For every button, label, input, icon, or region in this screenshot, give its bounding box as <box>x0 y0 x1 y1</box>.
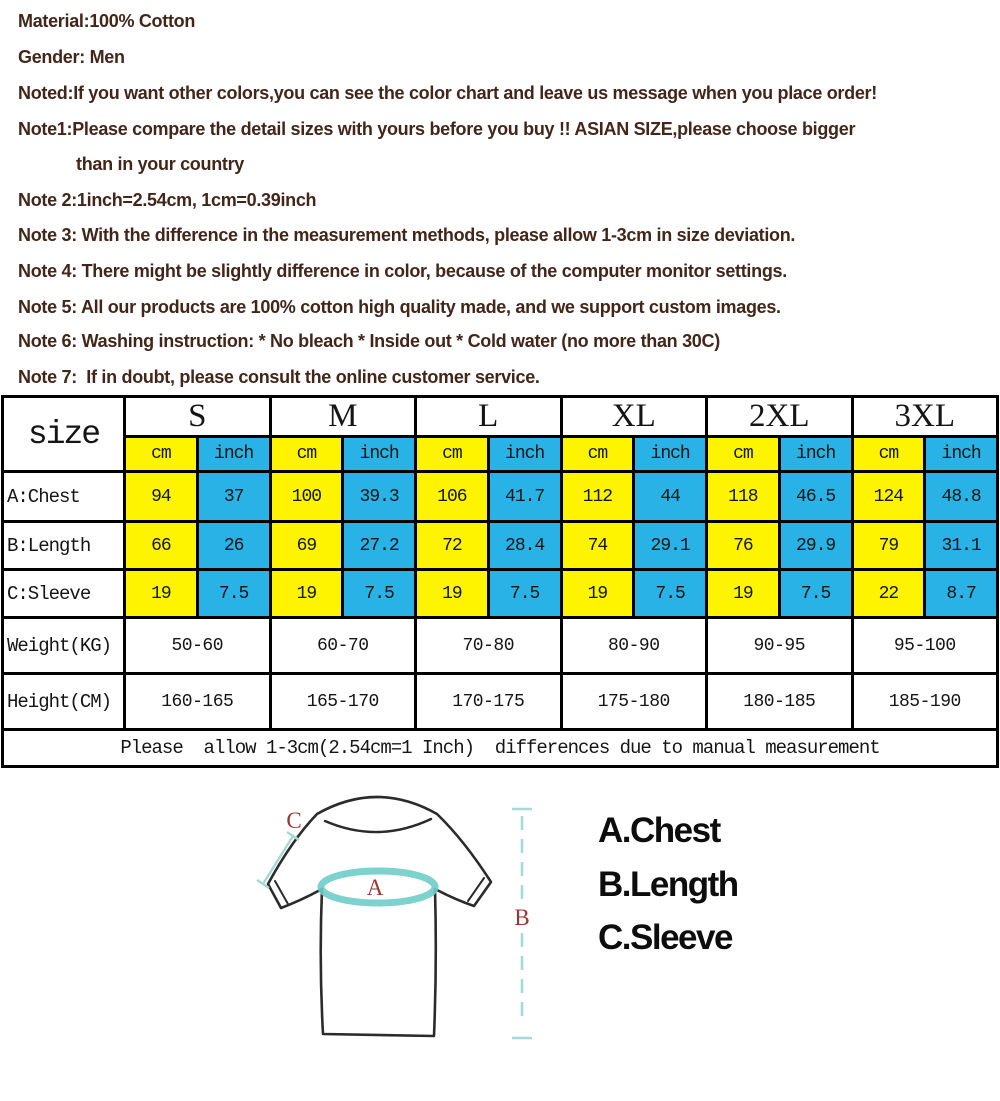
length-value: 27.2 <box>343 522 416 570</box>
size-table <box>1 395 999 768</box>
chest-value: 48.8 <box>925 472 998 522</box>
sleeve-value: 7.5 <box>634 570 707 618</box>
length-value: 26 <box>197 522 270 570</box>
sleeve-value: 19 <box>707 570 780 618</box>
length-value: 28.4 <box>488 522 561 570</box>
unit-header-cm: cm <box>561 437 634 472</box>
legend-item-sleeve: C.Sleeve <box>598 918 732 957</box>
height-value: 170-175 <box>416 674 562 730</box>
length-value: 79 <box>852 522 925 570</box>
unit-header-inch: inch <box>197 437 270 472</box>
length-value: 29.1 <box>634 522 707 570</box>
height-value: 160-165 <box>125 674 271 730</box>
chest-label-a: A <box>366 875 384 900</box>
sleeve-value: 19 <box>270 570 343 618</box>
length-value: 69 <box>270 522 343 570</box>
sleeve-value: 19 <box>125 570 198 618</box>
length-value: 29.9 <box>779 522 852 570</box>
weight-value: 50-60 <box>125 618 271 674</box>
tshirt-diagram <box>230 780 550 1070</box>
unit-header-inch: inch <box>343 437 416 472</box>
height-value: 180-185 <box>707 674 853 730</box>
unit-header-inch: inch <box>779 437 852 472</box>
chest-row <box>3 472 998 522</box>
chest-value: 37 <box>197 472 270 522</box>
sleeve-value: 22 <box>852 570 925 618</box>
chest-value: 46.5 <box>779 472 852 522</box>
size-header-2xl: 2XL <box>707 397 853 437</box>
weight-value: 70-80 <box>416 618 562 674</box>
unit-header-inch: inch <box>634 437 707 472</box>
sleeve-value: 7.5 <box>779 570 852 618</box>
chest-value: 124 <box>852 472 925 522</box>
chest-value: 39.3 <box>343 472 416 522</box>
chest-value: 118 <box>707 472 780 522</box>
unit-header-inch: inch <box>488 437 561 472</box>
size-header-xl: XL <box>561 397 707 437</box>
length-row-label: B:Length <box>3 522 125 570</box>
legend-item-chest: A.Chest <box>598 811 720 850</box>
length-label-b: B <box>514 905 530 930</box>
height-value: 165-170 <box>270 674 416 730</box>
weight-row-label: Weight(KG) <box>3 618 125 674</box>
sleeve-row-label: C:Sleeve <box>3 570 125 618</box>
chest-row-label: A:Chest <box>3 472 125 522</box>
size-corner-cell: size <box>3 397 125 472</box>
length-value: 31.1 <box>925 522 998 570</box>
unit-header-cm: cm <box>416 437 489 472</box>
chest-value: 94 <box>125 472 198 522</box>
sleeve-value: 8.7 <box>925 570 998 618</box>
height-row-label: Height(CM) <box>3 674 125 730</box>
length-value: 74 <box>561 522 634 570</box>
note-1-cont: than in your country <box>76 154 245 174</box>
note-7: Note 7: If in doubt, please consult the online customer service. <box>18 367 540 387</box>
chest-value: 100 <box>270 472 343 522</box>
sleeve-value: 7.5 <box>488 570 561 618</box>
note-gender: Gender: Men <box>18 47 125 67</box>
note-5: Note 5: All our products are 100% cotton high quality made, and we support custom images. <box>18 297 781 317</box>
size-header-m: M <box>270 397 416 437</box>
size-header-row <box>3 397 998 437</box>
table-footer-note: Please allow 1-3cm(2.54cm=1 Inch) differences due to manual measurement <box>3 730 998 767</box>
sleeve-label-c: C <box>286 808 302 833</box>
unit-header-cm: cm <box>125 437 198 472</box>
size-header-s: S <box>125 397 271 437</box>
sleeve-value: 7.5 <box>197 570 270 618</box>
weight-value: 80-90 <box>561 618 707 674</box>
weight-value: 90-95 <box>707 618 853 674</box>
length-value: 66 <box>125 522 198 570</box>
size-header-l: L <box>416 397 562 437</box>
height-row <box>3 674 998 730</box>
length-row <box>3 522 998 570</box>
table-footer-row <box>3 730 998 767</box>
unit-header-row <box>3 437 998 472</box>
chest-value: 44 <box>634 472 707 522</box>
note-6: Note 6: Washing instruction: * No bleach * Inside out * Cold water (no more than 30C) <box>18 331 720 351</box>
length-value: 72 <box>416 522 489 570</box>
sleeve-row <box>3 570 998 618</box>
weight-value: 95-100 <box>852 618 998 674</box>
note-4: Note 4: There might be slightly difference in color, because of the computer monitor settings. <box>18 261 787 281</box>
note-1: Note1:Please compare the detail sizes with yours before you buy !! ASIAN SIZE,please choose bigger <box>18 119 856 139</box>
unit-header-inch: inch <box>925 437 998 472</box>
sleeve-value: 7.5 <box>343 570 416 618</box>
weight-value: 60-70 <box>270 618 416 674</box>
note-3: Note 3: With the difference in the measurement methods, please allow 1-3cm in size deviation. <box>18 225 796 245</box>
chest-value: 112 <box>561 472 634 522</box>
length-value: 76 <box>707 522 780 570</box>
note-material: Material:100% Cotton <box>18 11 196 31</box>
height-value: 175-180 <box>561 674 707 730</box>
note-colors: Noted:If you want other colors,you can see the color chart and leave us message when you place order! <box>18 83 877 103</box>
unit-header-cm: cm <box>270 437 343 472</box>
unit-header-cm: cm <box>707 437 780 472</box>
sleeve-value: 19 <box>561 570 634 618</box>
sleeve-value: 19 <box>416 570 489 618</box>
note-2: Note 2:1inch=2.54cm, 1cm=0.39inch <box>18 190 317 210</box>
size-header-3xl: 3XL <box>852 397 998 437</box>
legend-item-length: B.Length <box>598 865 738 904</box>
weight-row <box>3 618 998 674</box>
chest-value: 41.7 <box>488 472 561 522</box>
unit-header-cm: cm <box>852 437 925 472</box>
height-value: 185-190 <box>852 674 998 730</box>
chest-value: 106 <box>416 472 489 522</box>
